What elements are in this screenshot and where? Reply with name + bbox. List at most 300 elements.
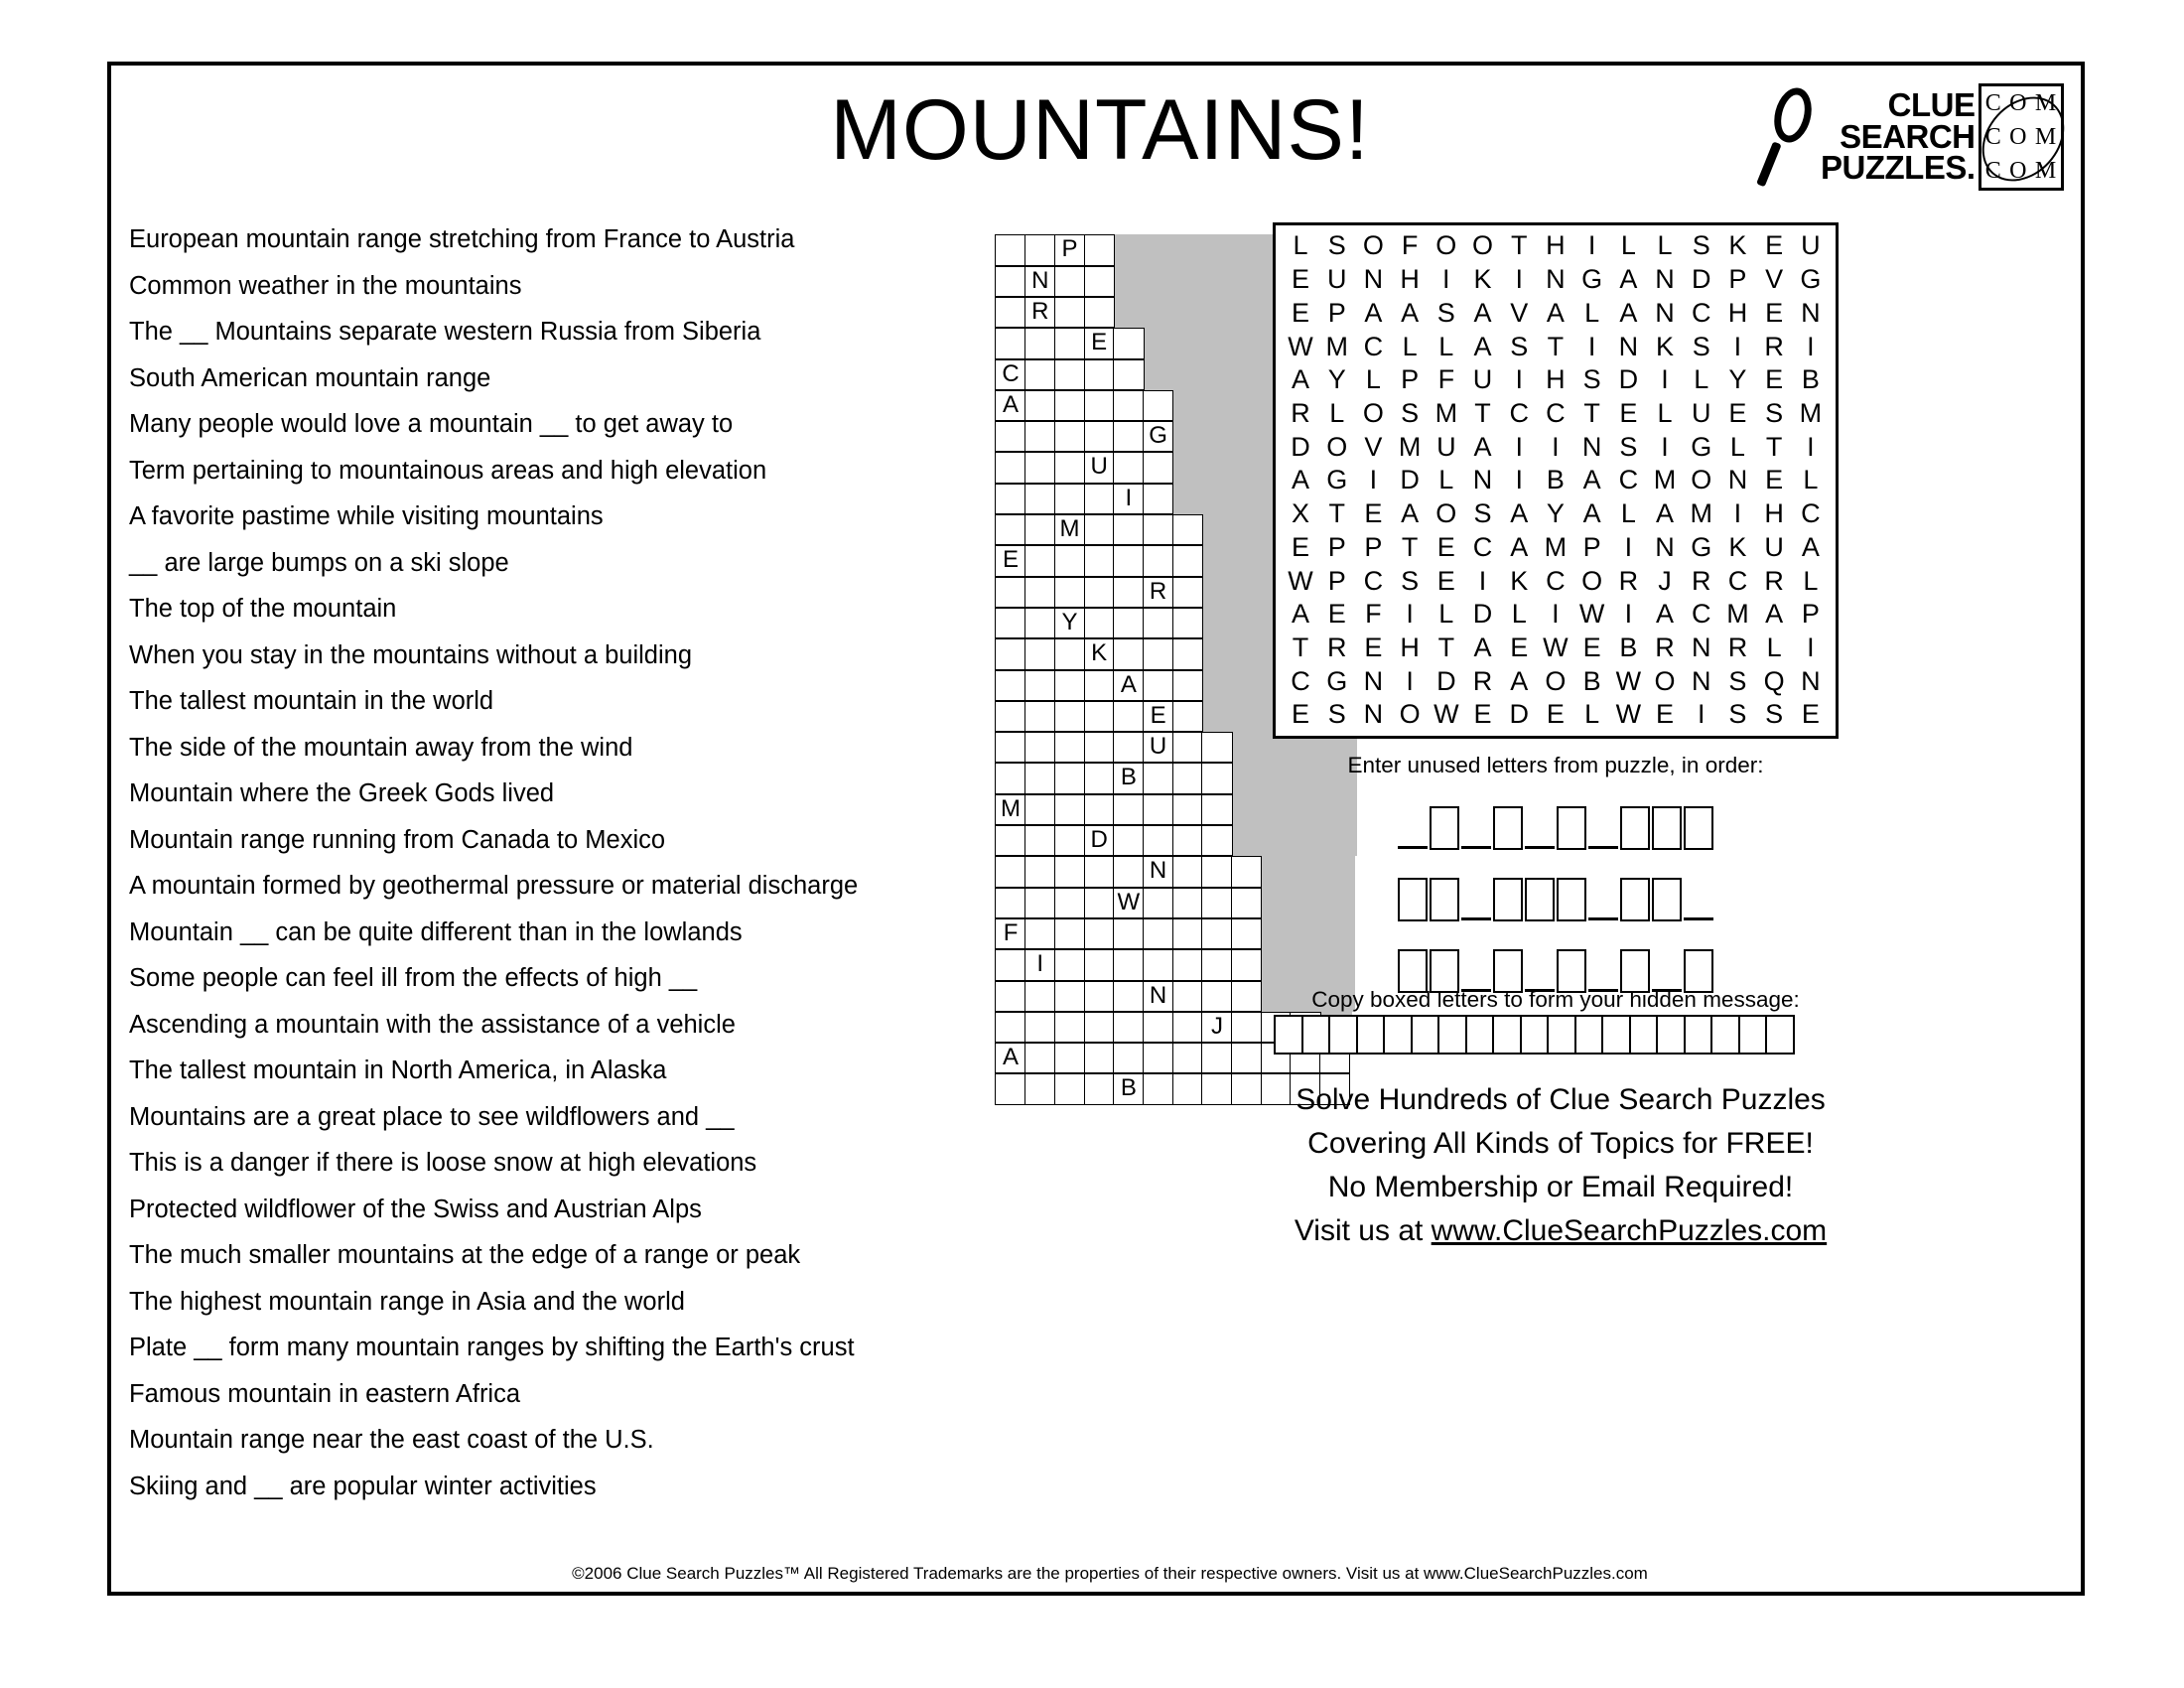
answer-cell[interactable] [1084,1012,1115,1043]
answer-cell[interactable] [1054,763,1085,793]
answer-cell[interactable] [1024,328,1055,358]
answer-cell[interactable]: M [1054,514,1085,545]
answer-cell[interactable] [1231,1073,1262,1104]
word-search-letter[interactable]: P [1401,364,1420,395]
word-search-letter[interactable]: U [1326,264,1347,295]
word-search-letter[interactable]: A [1582,498,1601,529]
answer-cell[interactable] [1113,981,1144,1012]
word-search-letter[interactable]: U [1691,397,1711,428]
word-search-letter[interactable]: T [1765,431,1783,462]
word-search-letter[interactable]: I [1442,264,1450,295]
hidden-message-box[interactable] [1574,1015,1604,1055]
answer-cell[interactable] [1054,266,1085,297]
answer-cell[interactable] [1231,856,1262,887]
word-search-letter[interactable]: D [1291,431,1310,462]
answer-cell[interactable] [1143,1012,1173,1043]
answer-cell[interactable] [1024,514,1055,545]
answer-cell[interactable] [1084,359,1115,390]
answer-cell[interactable] [995,670,1025,701]
answer-cell[interactable]: Y [1054,608,1085,638]
word-search-letter[interactable]: C [1546,565,1566,596]
answer-cell[interactable] [1024,577,1055,608]
word-search-letter[interactable]: E [1765,465,1784,495]
word-search-letter[interactable]: T [1328,498,1345,529]
word-search-letter[interactable]: O [1472,230,1494,261]
unused-letters-answer-area[interactable] [1273,778,1839,993]
word-search-letter[interactable]: R [1764,565,1784,596]
answer-cell[interactable] [1054,1043,1085,1073]
word-search-letter[interactable]: I [1661,431,1669,462]
answer-cell[interactable] [1054,359,1085,390]
answer-cell[interactable] [1231,981,1262,1012]
answer-cell[interactable]: A [1113,670,1144,701]
word-search-letter[interactable]: N [1655,531,1675,562]
answer-cell[interactable]: N [1143,856,1173,887]
word-search-letter[interactable]: N [1363,264,1384,295]
word-search-letter[interactable]: M [1726,599,1749,630]
answer-cell[interactable] [995,763,1025,793]
word-search-letter[interactable]: D [1436,665,1456,696]
answer-cell[interactable]: U [1143,732,1173,763]
word-search-letter[interactable]: C [1801,498,1821,529]
hidden-message-box[interactable] [1684,1015,1713,1055]
answer-cell[interactable] [1113,638,1144,669]
word-search-letter[interactable]: I [1369,465,1378,495]
answer-cell[interactable] [1054,328,1085,358]
answer-cell[interactable] [1024,732,1055,763]
word-search-letter[interactable]: K [1473,264,1492,295]
hidden-message-box[interactable] [1656,1015,1686,1055]
word-search-letter[interactable]: R [1727,632,1748,662]
answer-cell[interactable] [1054,484,1085,514]
word-search-letter[interactable]: S [1692,230,1710,261]
word-search-letter[interactable]: C [1727,565,1748,596]
answer-cell[interactable] [1024,545,1055,576]
answer-cell[interactable] [1113,918,1144,949]
answer-cell[interactable] [1084,608,1115,638]
answer-cell[interactable] [1054,825,1085,856]
answer-cell[interactable] [1024,701,1055,732]
word-search-letter[interactable]: R [1291,397,1310,428]
word-search-letter[interactable]: T [1474,397,1491,428]
word-search-letter[interactable]: I [1697,699,1706,730]
word-search-letter[interactable]: K [1728,230,1747,261]
answer-cell[interactable] [1172,763,1203,793]
word-search-letter[interactable]: I [1587,331,1596,361]
word-search-letter[interactable]: B [1582,665,1601,696]
word-search-letter[interactable]: H [1400,632,1420,662]
answer-cell[interactable] [995,981,1025,1012]
word-search-letter[interactable]: E [1765,230,1784,261]
answer-cell[interactable] [1054,670,1085,701]
unused-letter-box[interactable] [1493,878,1523,921]
answer-cell[interactable] [1172,732,1203,763]
answer-cell[interactable] [1201,763,1232,793]
answer-cell[interactable]: W [1113,888,1144,918]
word-search-letter[interactable]: R [1472,665,1493,696]
hidden-message-boxes[interactable] [1276,1015,1795,1055]
word-search-letter[interactable]: A [1619,297,1638,328]
answer-cell[interactable]: C [995,359,1025,390]
answer-cell[interactable] [1172,918,1203,949]
answer-cell[interactable] [1084,888,1115,918]
answer-cell[interactable] [995,484,1025,514]
answer-cell[interactable] [995,732,1025,763]
answer-cell[interactable]: R [1024,297,1055,328]
answer-cell[interactable] [1113,1012,1144,1043]
word-search-letter[interactable]: T [1437,632,1455,662]
word-search-letter[interactable]: E [1619,397,1638,428]
answer-cell[interactable]: E [1084,328,1115,358]
word-search-letter[interactable]: T [1583,397,1600,428]
answer-cell[interactable] [1172,1012,1203,1043]
word-search-letter[interactable]: R [1691,565,1711,596]
word-search-letter[interactable]: O [1435,230,1457,261]
word-search-letter[interactable]: I [1624,599,1633,630]
word-search-letter[interactable]: O [1326,431,1348,462]
word-search-letter[interactable]: H [1546,230,1566,261]
answer-cell[interactable] [1054,421,1085,452]
answer-cell[interactable] [1024,981,1055,1012]
word-search-letter[interactable]: L [1657,397,1673,428]
word-search-letter[interactable]: S [1327,230,1346,261]
word-search-letter[interactable]: S [1401,565,1420,596]
word-search-letter[interactable]: G [1691,531,1712,562]
answer-cell[interactable] [1201,825,1232,856]
word-search-letter[interactable]: N [1363,665,1384,696]
word-search-letter[interactable]: I [1552,599,1560,630]
word-search-letter[interactable]: I [1733,331,1742,361]
answer-cell[interactable] [1231,1043,1262,1073]
word-search-letter[interactable]: L [1694,364,1709,395]
word-search-letter[interactable]: O [1581,565,1603,596]
word-search-letter[interactable]: C [1691,599,1711,630]
answer-cell[interactable]: A [995,390,1025,421]
answer-cell[interactable] [1054,1073,1085,1104]
word-search-letter[interactable]: A [1656,498,1675,529]
answer-cell[interactable] [1024,1073,1055,1104]
word-search-letter[interactable]: M [1325,331,1348,361]
answer-cell[interactable] [1024,1043,1055,1073]
answer-cell[interactable] [1084,1043,1115,1073]
answer-cell[interactable] [995,949,1025,980]
answer-cell[interactable] [1113,421,1144,452]
answer-cell[interactable]: J [1201,1012,1232,1043]
answer-cell[interactable] [1024,359,1055,390]
word-search-letter[interactable]: T [1401,531,1419,562]
word-search-letter[interactable]: S [1765,397,1784,428]
answer-cell[interactable] [1113,577,1144,608]
answer-cell[interactable] [1143,608,1173,638]
answer-cell[interactable] [1143,1043,1173,1073]
answer-cell[interactable] [1172,1043,1203,1073]
word-search-letter[interactable]: E [1510,632,1529,662]
word-search-letter[interactable]: M [1799,397,1823,428]
answer-cell[interactable]: E [995,545,1025,576]
answer-cell[interactable] [1143,484,1173,514]
answer-cell[interactable] [1201,981,1232,1012]
word-search-letter[interactable]: L [1438,599,1454,630]
word-search-letter[interactable]: O [1654,665,1676,696]
word-search-letter[interactable]: F [1365,599,1382,630]
answer-cell[interactable] [1143,638,1173,669]
word-search-letter[interactable]: A [1546,297,1565,328]
answer-cell[interactable]: I [1113,484,1144,514]
word-search-letter[interactable]: P [1582,531,1601,562]
answer-cell[interactable] [1113,701,1144,732]
answer-cell[interactable] [1143,390,1173,421]
hidden-message-box[interactable] [1765,1015,1795,1055]
answer-cell[interactable] [1143,918,1173,949]
word-search-letter[interactable]: S [1619,431,1638,462]
word-search-letter[interactable]: H [1400,264,1420,295]
answer-cell[interactable] [1201,1073,1232,1104]
hidden-message-box[interactable] [1520,1015,1550,1055]
word-search-letter[interactable]: D [1691,264,1711,295]
answer-cell[interactable]: N [1143,981,1173,1012]
word-search-letter[interactable]: C [1363,331,1384,361]
word-search-letter[interactable]: L [1620,498,1636,529]
answer-cell[interactable] [1231,949,1262,980]
word-search-letter[interactable]: L [1657,230,1673,261]
answer-cell[interactable]: R [1143,577,1173,608]
answer-cell[interactable] [1084,949,1115,980]
answer-cell[interactable] [1201,856,1232,887]
answer-cell[interactable] [1024,670,1055,701]
word-search-letter[interactable]: I [1515,364,1523,395]
unused-letter-blank[interactable] [1588,846,1618,849]
word-search-letter[interactable]: A [1510,665,1529,696]
answer-cell[interactable] [1084,390,1115,421]
answer-cell[interactable] [1024,608,1055,638]
answer-cell[interactable] [1054,856,1085,887]
answer-cell[interactable] [1113,452,1144,483]
answer-cell[interactable] [1084,514,1115,545]
unused-letter-blank[interactable] [1398,846,1428,849]
word-search-letter[interactable]: C [1546,397,1566,428]
word-search-letter[interactable]: W [1578,599,1605,630]
answer-cell[interactable] [1113,545,1144,576]
answer-cell[interactable] [1054,701,1085,732]
word-search-grid[interactable] [1273,222,1839,739]
word-search-letter[interactable]: C [1363,565,1384,596]
word-search-letter[interactable]: A [1656,599,1675,630]
word-search-letter[interactable]: A [1510,531,1529,562]
word-search-letter[interactable]: G [1326,465,1348,495]
word-search-letter[interactable]: S [1728,699,1747,730]
answer-cell[interactable] [995,266,1025,297]
hidden-message-box[interactable] [1301,1015,1331,1055]
word-search-letter[interactable]: I [1624,531,1633,562]
hidden-message-box[interactable] [1465,1015,1495,1055]
answer-cell[interactable] [1143,452,1173,483]
word-search-letter[interactable]: E [1582,632,1601,662]
word-search-letter[interactable]: L [1584,699,1600,730]
answer-cell[interactable]: G [1143,421,1173,452]
word-search-letter[interactable]: E [1765,364,1784,395]
word-search-letter[interactable]: C [1691,297,1711,328]
answer-cell[interactable] [1113,794,1144,825]
word-search-letter[interactable]: C [1618,465,1639,495]
word-search-letter[interactable]: P [1364,531,1383,562]
word-search-letter[interactable]: N [1472,465,1493,495]
word-search-letter[interactable]: B [1801,364,1820,395]
word-search-letter[interactable]: A [1291,364,1309,395]
answer-cell[interactable] [1024,234,1055,265]
word-search-letter[interactable]: A [1473,297,1492,328]
word-search-letter[interactable]: E [1801,699,1820,730]
answer-cell[interactable] [1172,608,1203,638]
answer-cell[interactable] [995,328,1025,358]
answer-cell[interactable]: D [1084,825,1115,856]
word-search-letter[interactable]: I [1552,431,1560,462]
word-search-letter[interactable]: E [1364,498,1383,529]
answer-cell[interactable] [1143,1073,1173,1104]
answer-cell[interactable] [1084,918,1115,949]
unused-letter-box[interactable] [1620,878,1650,921]
word-search-letter[interactable]: M [1544,531,1568,562]
word-search-letter[interactable]: V [1364,431,1383,462]
answer-cell[interactable] [1113,514,1144,545]
word-search-letter[interactable]: E [1291,531,1309,562]
hidden-message-box[interactable] [1738,1015,1768,1055]
answer-cell[interactable] [1172,794,1203,825]
hidden-message-box[interactable] [1356,1015,1386,1055]
word-search-letter[interactable]: R [1326,632,1347,662]
word-search-letter[interactable]: E [1291,297,1309,328]
answer-cell[interactable] [1084,545,1115,576]
word-search-letter[interactable]: P [1327,531,1346,562]
word-search-letter[interactable]: W [1615,699,1642,730]
answer-cell[interactable]: I [1024,949,1055,980]
answer-cell[interactable] [1084,981,1115,1012]
answer-cell[interactable] [1024,856,1055,887]
unused-letter-blank[interactable] [1525,846,1555,849]
word-search-letter[interactable]: G [1581,264,1603,295]
answer-cell[interactable] [1143,888,1173,918]
hidden-message-box[interactable] [1437,1015,1467,1055]
answer-cell[interactable] [1172,670,1203,701]
answer-cell[interactable] [1084,1073,1115,1104]
word-search-letter[interactable]: Q [1763,665,1785,696]
answer-cell[interactable] [995,297,1025,328]
answer-cell[interactable]: U [1084,452,1115,483]
unused-letter-box[interactable] [1652,878,1682,921]
word-search-letter[interactable]: B [1546,465,1565,495]
word-search-letter[interactable]: A [1473,632,1492,662]
word-search-letter[interactable]: D [1618,364,1639,395]
word-search-letter[interactable]: L [1438,331,1454,361]
answer-cell[interactable] [1024,918,1055,949]
word-search-letter[interactable]: I [1478,565,1487,596]
word-search-letter[interactable]: N [1691,632,1711,662]
answer-cell[interactable] [1201,794,1232,825]
answer-cell[interactable] [1084,234,1115,265]
unused-letter-box[interactable] [1398,878,1428,921]
word-search-letter[interactable]: L [1584,297,1600,328]
answer-cell[interactable] [1084,701,1115,732]
word-search-letter[interactable]: O [1435,498,1457,529]
unused-letter-blank[interactable] [1461,846,1491,849]
answer-cell[interactable] [1172,981,1203,1012]
word-search-letter[interactable]: S [1327,699,1346,730]
word-search-letter[interactable]: M [1690,498,1712,529]
hidden-message-box[interactable] [1710,1015,1740,1055]
word-search-letter[interactable]: A [1765,599,1784,630]
word-search-letter[interactable]: E [1364,632,1383,662]
word-search-letter[interactable]: I [1661,364,1669,395]
word-search-letter[interactable]: P [1728,264,1747,295]
word-search-letter[interactable]: L [1729,431,1745,462]
hidden-message-box[interactable] [1274,1015,1303,1055]
word-search-letter[interactable]: Y [1327,364,1346,395]
word-search-letter[interactable]: C [1509,397,1529,428]
word-search-letter[interactable]: O [1362,397,1384,428]
answer-cell[interactable] [1201,949,1232,980]
answer-cell[interactable] [1084,421,1115,452]
answer-cell[interactable] [995,701,1025,732]
word-search-letter[interactable]: T [1547,331,1565,361]
word-search-letter[interactable]: W [1288,331,1313,361]
word-search-letter[interactable]: O [1691,465,1712,495]
word-search-letter[interactable]: A [1291,599,1309,630]
answer-cell[interactable] [1172,888,1203,918]
answer-cell[interactable] [1054,638,1085,669]
word-search-letter[interactable]: N [1546,264,1566,295]
answer-cell[interactable] [1172,514,1203,545]
word-search-letter[interactable]: U [1472,364,1493,395]
answer-cell[interactable] [995,234,1025,265]
word-search-letter[interactable]: J [1658,565,1672,596]
answer-cell[interactable] [1113,359,1144,390]
answer-cell[interactable] [1084,266,1115,297]
unused-letter-box[interactable] [1525,878,1555,921]
answer-cell[interactable] [1143,763,1173,793]
word-search-letter[interactable]: G [1691,431,1712,462]
unused-letter-box[interactable] [1493,806,1523,850]
answer-cell[interactable]: N [1024,266,1055,297]
word-search-letter[interactable]: P [1801,599,1820,630]
word-search-letter[interactable]: E [1765,297,1784,328]
answer-cell[interactable] [1201,918,1232,949]
answer-cell[interactable] [1024,763,1055,793]
word-search-letter[interactable]: P [1327,565,1346,596]
word-search-letter[interactable]: I [1807,431,1815,462]
answer-cell[interactable] [1084,763,1115,793]
word-search-letter[interactable]: L [1402,331,1418,361]
answer-cell[interactable] [1084,670,1115,701]
answer-cell[interactable] [1054,949,1085,980]
word-search-letter[interactable]: N [1801,665,1821,696]
answer-cell[interactable]: M [995,794,1025,825]
unused-letter-blank[interactable] [1588,917,1618,920]
word-search-letter[interactable]: G [1326,665,1348,696]
answer-cell[interactable] [1231,1012,1262,1043]
word-search-letter[interactable]: I [1515,431,1523,462]
word-search-letter[interactable]: E [1436,565,1455,596]
answer-cell[interactable] [1172,1073,1203,1104]
answer-cell[interactable] [995,1073,1025,1104]
word-search-letter[interactable]: L [1329,397,1345,428]
word-search-letter[interactable]: I [1733,498,1742,529]
word-search-letter[interactable]: M [1398,431,1422,462]
word-search-letter[interactable]: U [1764,531,1784,562]
answer-cell[interactable] [1024,390,1055,421]
word-search-letter[interactable]: A [1510,498,1529,529]
answer-cell[interactable] [1084,732,1115,763]
word-search-letter[interactable]: V [1510,297,1529,328]
word-search-letter[interactable]: I [1515,264,1523,295]
